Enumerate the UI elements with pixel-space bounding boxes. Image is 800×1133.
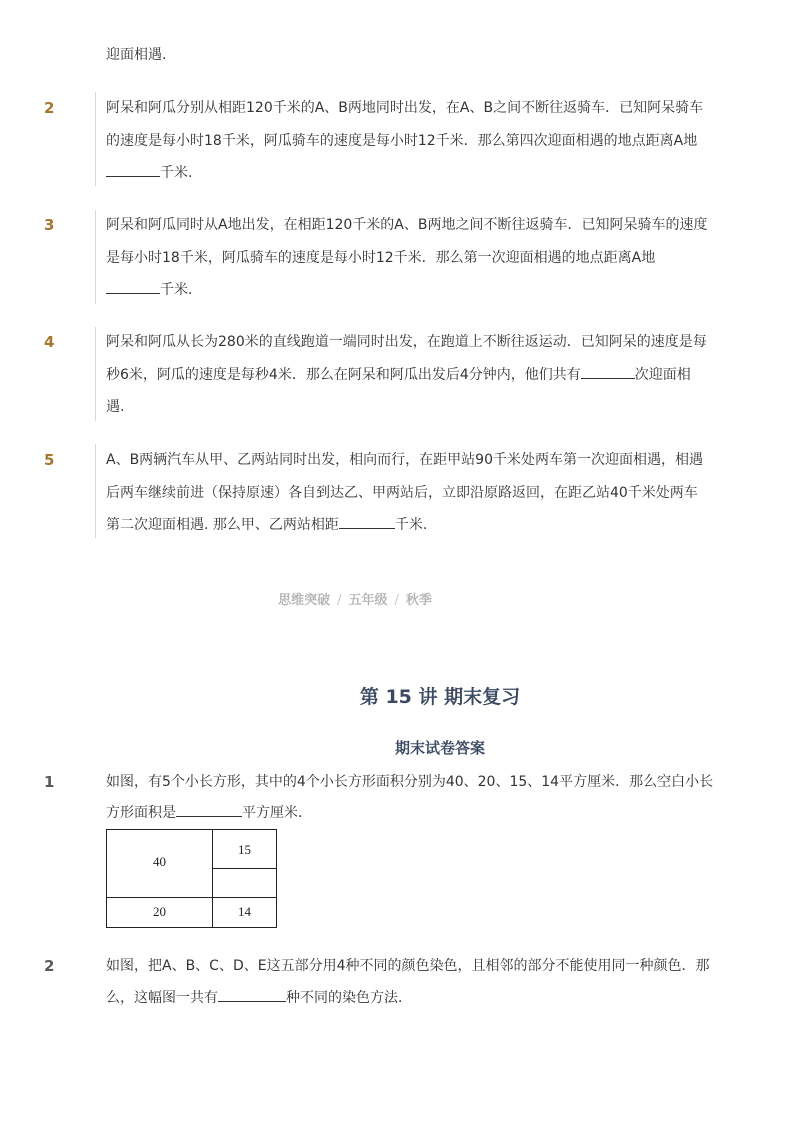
footer-separator: / <box>337 593 342 608</box>
footer-series: 思维突破 <box>278 593 331 608</box>
footer-grade: 五年级 <box>348 593 388 608</box>
answer-blank[interactable] <box>106 164 160 177</box>
exam-2-line-2-text: 么，这幅图一共有 <box>106 990 218 1006</box>
problem-5-number: 5 <box>44 451 55 469</box>
exam-1-number: 1 <box>44 773 55 791</box>
problem-5-rule <box>95 444 96 538</box>
problem-2-line-3 <box>106 164 192 182</box>
exam-1-line-2 <box>106 804 312 822</box>
exam-2-line-2-tail: 种不同的染色方法． <box>286 990 412 1006</box>
figure-horizontal-divider <box>107 897 276 898</box>
problem-5-line-1: A、B两辆汽车从甲、乙两站同时出发，相向而行，在距甲站90千米处两车第一次迎面相遇，相遇 <box>106 452 703 468</box>
rectangle-figure <box>106 829 277 928</box>
page-footer <box>0 592 710 610</box>
problem-2-line-1: 阿呆和阿瓜分别从相距120千米的A、B两地同时出发，在A、B之间不断往返骑车．已知阿呆骑车 <box>106 100 704 116</box>
continuation-text: 迎面相遇. <box>106 47 167 63</box>
problem-4-line-1: 阿呆和阿瓜从长为280米的直线跑道一端同时出发，在跑道上不断往返运动．已知阿呆的速度是每 <box>106 334 707 350</box>
problem-2-line-2: 的速度是每小时18千米，阿瓜骑车的速度是每小时12千米．那么第四次迎面相遇的地点距离A地 <box>106 133 698 149</box>
problem-3-number: 3 <box>44 216 55 234</box>
problem-4-line-3: 遇. <box>106 399 125 415</box>
problem-4-line-2-text: 秒6米，阿瓜的速度是每秒4米．那么在阿呆和阿瓜出发后4分钟内，他们共有 <box>106 367 581 383</box>
lecture-title: 第 15 讲 期末复习 <box>359 686 521 708</box>
problem-2-unit: 千米. <box>160 165 193 181</box>
problem-3-line-2: 是每小时18千米，阿瓜骑车的速度是每小时12千米．那么第一次迎面相遇的地点距离A地 <box>106 250 656 266</box>
problem-3-line-1: 阿呆和阿瓜同时从A地出发，在相距120千米的A、B两地之间不断往返骑车．已知阿呆骑车的速度 <box>106 217 708 233</box>
problem-5-unit: 千米. <box>394 517 428 533</box>
problem-4-line-2-tail: 次迎面相 <box>634 367 691 383</box>
answer-blank[interactable] <box>106 281 160 294</box>
figure-cell-14: 14 <box>238 904 251 919</box>
figure-cell-20: 20 <box>153 904 166 919</box>
answer-blank[interactable] <box>218 989 286 1002</box>
figure-cell-15: 15 <box>238 842 251 857</box>
figure-cell-40: 40 <box>153 854 166 869</box>
section-title: 期末试卷答案 <box>394 739 485 757</box>
figure-inner-divider <box>213 868 276 869</box>
problem-2-rule <box>95 92 96 186</box>
problem-4-line-2 <box>106 366 691 384</box>
problem-4-number: 4 <box>44 333 55 351</box>
exam-2-number: 2 <box>44 957 55 975</box>
answer-blank[interactable] <box>176 804 242 817</box>
problem-5-line-3 <box>106 516 427 534</box>
problem-2-number: 2 <box>44 99 55 117</box>
footer-season: 秋季 <box>405 593 432 608</box>
exam-2-line-2 <box>106 989 412 1007</box>
answer-blank[interactable] <box>339 516 395 529</box>
exam-2-line-1: 如图，把A、B、C、D、E这五部分用4种不同的颜色染色，且相邻的部分不能使用同一种颜色．那 <box>106 958 710 974</box>
problem-5-line-3-text: 第二次迎面相遇. 那么甲、乙两站相距 <box>106 517 339 533</box>
exam-1-unit: 平方厘米． <box>242 805 312 821</box>
problem-4-rule <box>95 327 96 421</box>
footer-separator: / <box>394 593 399 608</box>
problem-3-unit: 千米. <box>160 282 193 298</box>
problem-3-rule <box>95 210 96 304</box>
exam-1-line-1: 如图，有5个小长方形，其中的4个小长方形面积分别为40、20、15、14平方厘米．那么空白小长 <box>106 774 714 790</box>
problem-5-line-2: 后两车继续前进（保持原速）各自到达乙、甲两站后，立即沿原路返回，在距乙站40千米处两车 <box>106 485 698 501</box>
problem-3-line-3 <box>106 281 192 299</box>
answer-blank[interactable] <box>581 366 635 379</box>
exam-1-line-2-text: 方形面积是 <box>106 805 176 821</box>
